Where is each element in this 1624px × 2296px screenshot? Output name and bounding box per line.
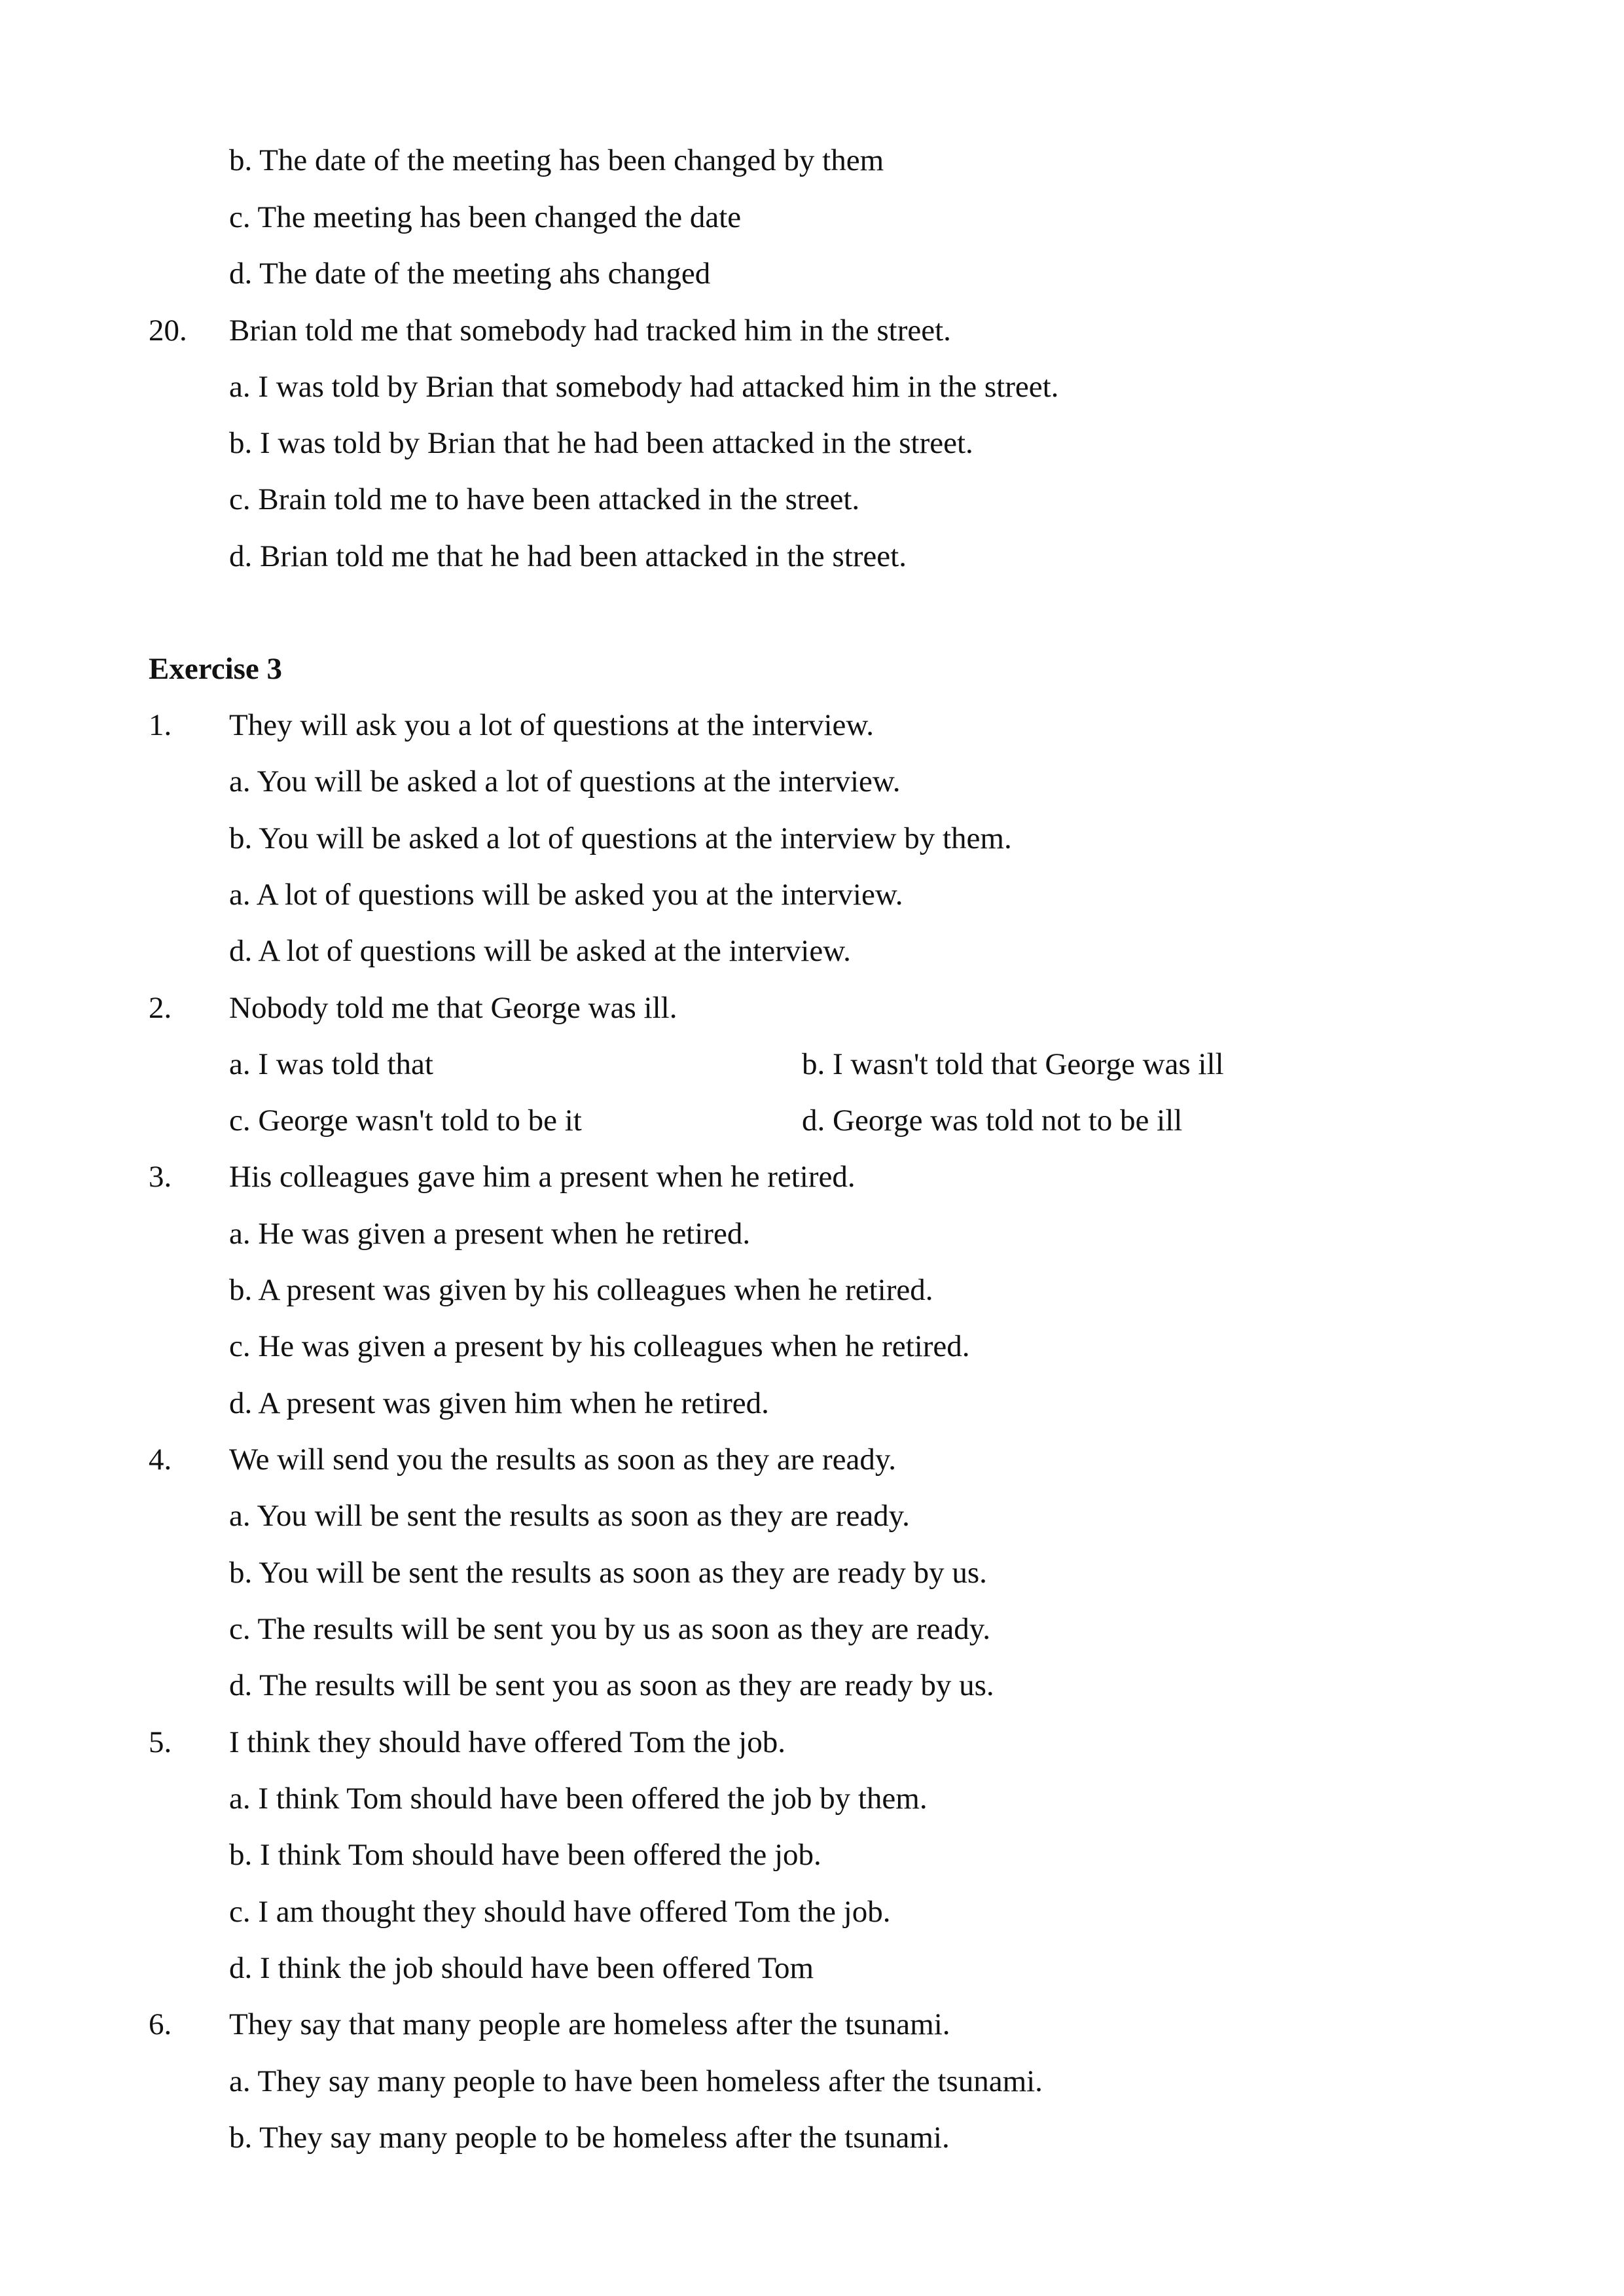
- question-prompt-4: We will send you the results as soon as they are ready.: [229, 1443, 897, 1477]
- question-prompt-3: His colleagues gave him a present when he retired.: [229, 1160, 856, 1194]
- question-number-20: 20.: [149, 314, 187, 348]
- option-1-c: a. A lot of questions will be asked you at the interview.: [229, 878, 903, 912]
- option-20-b: b. I was told by Brian that he had been attacked in the street.: [229, 426, 973, 460]
- option-1-b: b. You will be asked a lot of questions at the interview by them.: [229, 821, 1012, 855]
- option-20-d: d. Brian told me that he had been attacked in the street.: [229, 539, 907, 573]
- option-3-b: b. A present was given by his colleagues when he retired.: [229, 1273, 933, 1307]
- question-prompt-20: Brian told me that somebody had tracked him in the street.: [229, 314, 951, 348]
- option-2-b: b. I wasn't told that George was ill: [802, 1047, 1224, 1081]
- option-5-c: c. I am thought they should have offered Tom the job.: [229, 1895, 891, 1929]
- question-number-3: 3.: [149, 1160, 172, 1194]
- option-1-d: d. A lot of questions will be asked at the interview.: [229, 934, 851, 968]
- option-20-a: a. I was told by Brian that somebody had attacked him in the street.: [229, 370, 1059, 404]
- option-2-d: d. George was told not to be ill: [802, 1103, 1183, 1138]
- question-prompt-1: They will ask you a lot of questions at the interview.: [229, 708, 875, 742]
- option-19-b: b. The date of the meeting has been changed by them: [229, 143, 884, 177]
- option-2-a: a. I was told that: [229, 1047, 433, 1081]
- question-number-5: 5.: [149, 1725, 172, 1759]
- question-prompt-2: Nobody told me that George was ill.: [229, 991, 677, 1025]
- option-5-b: b. I think Tom should have been offered the job.: [229, 1838, 821, 1872]
- option-5-d: d. I think the job should have been offered Tom: [229, 1951, 814, 1985]
- question-number-6: 6.: [149, 2007, 172, 2041]
- question-number-1: 1.: [149, 708, 172, 742]
- option-6-b: b. They say many people to be homeless after the tsunami.: [229, 2121, 950, 2155]
- option-3-c: c. He was given a present by his colleagues when he retired.: [229, 1329, 970, 1363]
- question-prompt-5: I think they should have offered Tom the job.: [229, 1725, 785, 1759]
- option-3-d: d. A present was given him when he retired.: [229, 1386, 769, 1420]
- option-4-d: d. The results will be sent you as soon as they are ready by us.: [229, 1668, 994, 1702]
- option-4-b: b. You will be sent the results as soon as they are ready by us.: [229, 1556, 987, 1590]
- option-1-a: a. You will be asked a lot of questions at the interview.: [229, 764, 901, 798]
- question-number-4: 4.: [149, 1443, 172, 1477]
- option-19-d: d. The date of the meeting ahs changed: [229, 257, 711, 291]
- option-19-c: c. The meeting has been changed the date: [229, 200, 742, 234]
- option-4-a: a. You will be sent the results as soon as they are ready.: [229, 1499, 910, 1533]
- question-prompt-6: They say that many people are homeless after the tsunami.: [229, 2007, 950, 2041]
- option-5-a: a. I think Tom should have been offered the job by them.: [229, 1782, 928, 1816]
- option-6-a: a. They say many people to have been homeless after the tsunami.: [229, 2064, 1043, 2098]
- option-2-c: c. George wasn't told to be it: [229, 1103, 582, 1138]
- option-3-a: a. He was given a present when he retired.: [229, 1217, 751, 1251]
- question-number-2: 2.: [149, 991, 172, 1025]
- option-20-c: c. Brain told me to have been attacked in the street.: [229, 482, 860, 516]
- option-4-c: c. The results will be sent you by us as soon as they are ready.: [229, 1612, 990, 1646]
- exercise-heading: Exercise 3: [149, 652, 283, 686]
